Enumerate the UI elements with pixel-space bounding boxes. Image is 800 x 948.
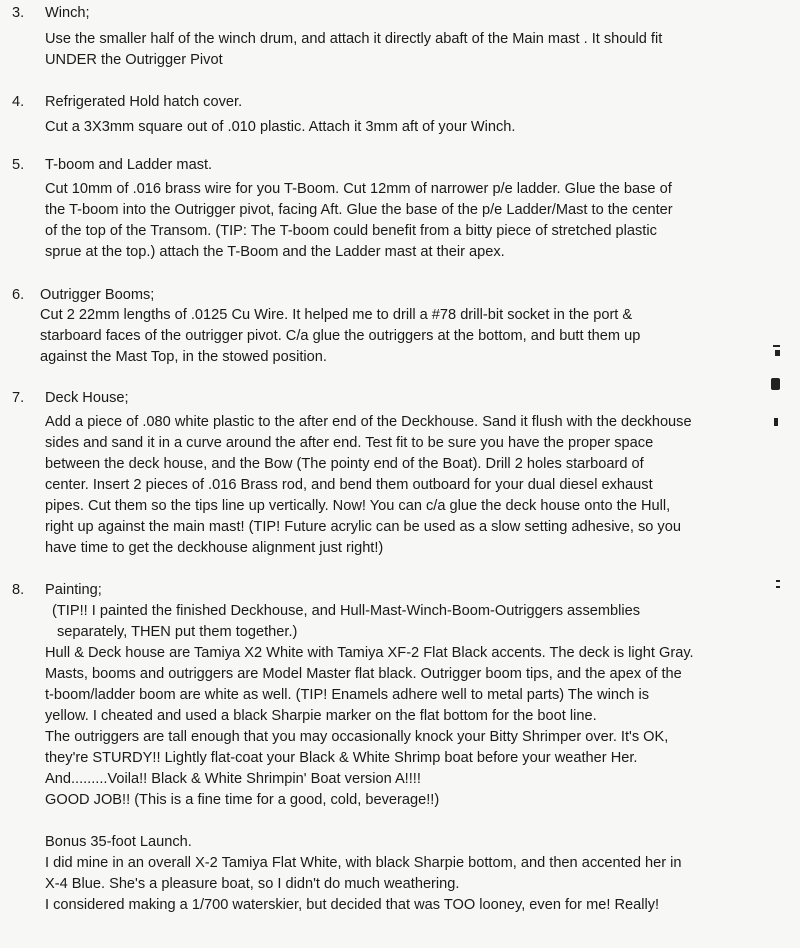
step-text-line: The outriggers are tall enough that you may occasionally knock your Bitty Shrimper over. It's OK, bbox=[45, 729, 669, 745]
step-text-line: have time to get the deckhouse alignment just right!) bbox=[45, 540, 384, 556]
scan-artifact bbox=[773, 345, 780, 347]
step-text-line: And.........Voila!! Black & White Shrimpin' Boat version A!!!! bbox=[45, 771, 421, 787]
step-text-line: between the deck house, and the Bow (The pointy end of the Boat). Drill 2 holes starboard of bbox=[45, 456, 644, 472]
step-text-line: Cut 10mm of .016 brass wire for you T-Boom. Cut 12mm of narrower p/e ladder. Glue the base of bbox=[45, 181, 672, 197]
scan-artifact bbox=[774, 418, 778, 426]
step-number: 7. bbox=[12, 390, 25, 406]
step-text-line: UNDER the Outrigger Pivot bbox=[45, 52, 223, 68]
step-number: 5. bbox=[12, 157, 25, 173]
step-text-line: Add a piece of .080 white plastic to the after end of the Deckhouse. Sand it flush with the deckhouse bbox=[45, 414, 692, 430]
step-title: Winch; bbox=[45, 5, 90, 21]
step-text-line: yellow. I cheated and used a black Sharpie marker on the flat bottom for the boot line. bbox=[45, 708, 597, 724]
step-text-line: the T-boom into the Outrigger pivot, facing Aft. Glue the base of the p/e Ladder/Mast to the center bbox=[45, 202, 673, 218]
step-text-line: sprue at the top.) attach the T-Boom and the Ladder mast at their apex. bbox=[45, 244, 505, 260]
step-title: T-boom and Ladder mast. bbox=[45, 157, 213, 173]
step-title: Outrigger Booms; bbox=[40, 287, 155, 303]
bonus-title: Bonus 35-foot Launch. bbox=[45, 834, 192, 850]
scan-artifact bbox=[776, 580, 780, 582]
step-title: Painting; bbox=[45, 582, 102, 598]
step-text-line: Cut a 3X3mm square out of .010 plastic. Attach it 3mm aft of your Winch. bbox=[45, 119, 516, 135]
step-text-line: Use the smaller half of the winch drum, and attach it directly abaft of the Main mast . It should fit bbox=[45, 31, 663, 47]
step-number: 8. bbox=[12, 582, 25, 598]
step-text-line: Cut 2 22mm lengths of .0125 Cu Wire. It helped me to drill a #78 drill-bit socket in the port & bbox=[40, 307, 633, 323]
step-text-line: they're STURDY!! Lightly flat-coat your Black & White Shrimp boat before your weather Her. bbox=[45, 750, 638, 766]
step-text-line: Hull & Deck house are Tamiya X2 White with Tamiya XF-2 Flat Black accents. The deck is light Gray. bbox=[45, 645, 694, 661]
step-text-line: Masts, booms and outriggers are Model Master flat black. Outrigger boom tips, and the apex of the bbox=[45, 666, 682, 682]
step-text-line: sides and sand it in a curve around the after end. Test fit to be sure you have the proper space bbox=[45, 435, 654, 451]
step-number: 6. bbox=[12, 287, 25, 303]
tip-line: separately, THEN put them together.) bbox=[57, 624, 298, 640]
scan-artifact bbox=[771, 378, 780, 390]
bonus-text-line: I considered making a 1/700 waterskier, but decided that was TOO looney, even for me! Really! bbox=[45, 897, 660, 913]
scan-artifact bbox=[775, 350, 780, 356]
step-text-line: starboard faces of the outrigger pivot. C/a glue the outriggers at the bottom, and butt them up bbox=[40, 328, 641, 344]
step-title: Refrigerated Hold hatch cover. bbox=[45, 94, 243, 110]
step-text-line: right up against the main mast! (TIP! Future acrylic can be used as a slow setting adhesive, so you bbox=[45, 519, 681, 535]
step-text-line: against the Mast Top, in the stowed position. bbox=[40, 349, 327, 365]
tip-line: (TIP!! I painted the finished Deckhouse, and Hull-Mast-Winch-Boom-Outriggers assemblies bbox=[52, 603, 641, 619]
step-title: Deck House; bbox=[45, 390, 129, 406]
step-number: 3. bbox=[12, 5, 25, 21]
step-text-line: pipes. Cut them so the tips line up vertically. Now! You can c/a glue the deck house onto the Hull, bbox=[45, 498, 671, 514]
step-text-line: center. Insert 2 pieces of .016 Brass rod, and bend them outboard for your dual diesel exhaust bbox=[45, 477, 653, 493]
step-text-line: of the top of the Transom. (TIP: The T-boom could benefit from a bitty piece of stretched plastic bbox=[45, 223, 657, 239]
bonus-text-line: X-4 Blue. She's a pleasure boat, so I didn't do much weathering. bbox=[45, 876, 460, 892]
step-text-line: t-boom/ladder boom are white as well. (TIP! Enamels adhere well to metal parts) The winch is bbox=[45, 687, 650, 703]
step-number: 4. bbox=[12, 94, 25, 110]
scan-artifact bbox=[776, 586, 780, 588]
step-text-line: GOOD JOB!! (This is a fine time for a good, cold, beverage!!) bbox=[45, 792, 440, 808]
bonus-text-line: I did mine in an overall X-2 Tamiya Flat White, with black Sharpie bottom, and then accented her in bbox=[45, 855, 682, 871]
